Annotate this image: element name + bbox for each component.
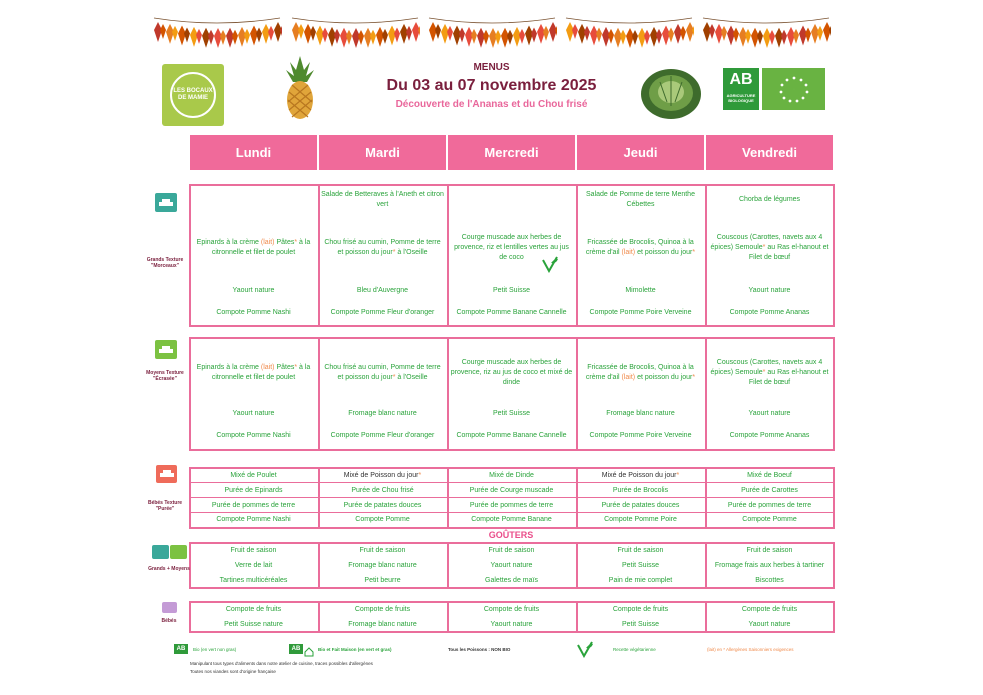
bebes-icon — [156, 465, 177, 483]
bebes-puree-cell-text: Purée de Epinards — [224, 487, 283, 494]
gouter-bebe-compote-cell-text: Compote de fruits — [225, 606, 282, 613]
gouter-laitage-cell — [579, 560, 702, 572]
gouter-fruit-cell — [321, 545, 444, 557]
bebes-label: Bébés Texture "Purée" — [147, 500, 183, 512]
house-icon — [304, 644, 314, 662]
cabbage-image — [640, 66, 702, 125]
column-divider — [705, 337, 707, 451]
bebes-mixe-cell — [708, 470, 831, 482]
autumn-garland — [564, 14, 694, 54]
moyens-plat-cell — [708, 353, 831, 393]
grands-dessert-cell — [708, 307, 831, 319]
bebes-puree-cell — [450, 485, 573, 497]
gouter-cereale-cell — [579, 575, 702, 587]
bebes-dessert-cell — [192, 514, 315, 526]
moyens-dessert-cell — [321, 430, 444, 442]
column-divider — [447, 542, 449, 589]
gouter-cereale-cell — [192, 575, 315, 587]
agriculture-biologique-logo: AB AGRICULTURE BIOLOGIQUE — [723, 68, 759, 110]
grands-dessert-cell — [321, 307, 444, 319]
grands-dessert-cell-text: Compote Pomme Poire Verveine — [589, 309, 692, 316]
grands-plat-cell-text: Courge muscade aux herbes de provence, riz et lentilles vertes au jus de coco — [454, 234, 569, 261]
bebes-puree2-cell-text: Purée de pommes de terre — [211, 502, 296, 509]
gouter-cereale-cell — [321, 575, 444, 587]
autumn-garland — [427, 14, 557, 54]
grands-plat-cell-text: Couscous (Carottes, navets aux 4 épices) Semoule* au Ras el-hanout et Filet de bœuf — [710, 234, 829, 261]
legend-bio: Bio (en vert non gras) — [193, 647, 237, 652]
bebes-puree-cell-text: Purée de Chou frisé — [351, 487, 414, 494]
grands-plat-cell — [192, 228, 315, 268]
bebes-dessert-cell-text: Compote Pomme Poire — [604, 516, 677, 523]
bebes-dessert-cell-text: Compote Pomme — [742, 516, 797, 523]
column-divider — [318, 601, 320, 633]
grands-dessert-cell-text: Compote Pomme Fleur d'oranger — [330, 309, 435, 316]
vegetarian-leaf-icon — [541, 255, 559, 278]
bebes-puree-cell-text: Purée de Courge muscade — [469, 487, 554, 494]
gouter-bebe-compote-cell-text: Compote de fruits — [483, 606, 540, 613]
gouters-bebes-icon — [162, 602, 177, 613]
grands-laitage-cell-text: Mimolette — [625, 287, 656, 294]
day-header-mercredi: Mercredi — [448, 135, 575, 170]
grands-dessert-cell-text: Compote Pomme Nashi — [216, 309, 291, 316]
grands-entree-cell — [192, 188, 315, 212]
column-divider — [318, 337, 320, 451]
bebes-puree2-cell — [579, 500, 702, 512]
gouter-bebe-compote-cell — [450, 604, 573, 616]
bebes-puree2-cell — [708, 500, 831, 512]
bebes-dessert-cell-text: Compote Pomme — [355, 516, 410, 523]
column-divider — [705, 467, 707, 529]
moyens-laitage-cell — [708, 408, 831, 420]
moyens-laitage-cell — [450, 408, 573, 420]
bebes-puree-cell-text: Purée de Brocolis — [612, 487, 669, 494]
grands-laitage-cell — [192, 285, 315, 297]
autumn-garland — [152, 14, 282, 54]
grands-plat-cell-text: Epinards à la crème (lait) Pâtes* à la citronnelle et filet de poulet — [196, 239, 311, 256]
column-divider — [576, 467, 578, 529]
moyens-dessert-cell-text: Compote Pomme Nashi — [216, 432, 291, 439]
moyens-laitage-cell-text: Yaourt nature — [232, 410, 275, 417]
column-divider — [318, 184, 320, 327]
bebes-puree2-cell — [450, 500, 573, 512]
moyens-plat-cell-text: Couscous (Carottes, navets aux 4 épices) Semoule* au Ras el-hanout et Filet de bœuf — [710, 359, 829, 386]
gouter-bebe-compote-cell — [192, 604, 315, 616]
bebes-dessert-cell — [450, 514, 573, 526]
column-divider — [447, 601, 449, 633]
moyens-dessert-cell — [192, 430, 315, 442]
row-divider — [189, 482, 835, 483]
grands-plat-cell-text: Fricassée de Brocolis, Quinoa à la crème d'ail (lait) et poisson du jour* — [585, 239, 696, 256]
moyens-dessert-cell-text: Compote Pomme Banane Cannelle — [456, 432, 567, 439]
column-divider — [576, 337, 578, 451]
legend-fish: Tous les Poissons : NON BIO — [448, 647, 511, 652]
gouter-bebe-laitage-cell-text: Yaourt nature — [748, 621, 791, 628]
bebes-puree2-cell-text: Purée de patates douces — [601, 502, 680, 509]
gouter-fruit-cell-text: Fruit de saison — [746, 547, 793, 554]
bebes-puree2-cell-text: Purée de pommes de terre — [469, 502, 554, 509]
column-divider — [447, 337, 449, 451]
gouter-bebe-laitage-cell — [708, 619, 831, 631]
grands-plat-cell — [708, 228, 831, 268]
gouter-cereale-cell — [450, 575, 573, 587]
grands-entree-cell — [450, 188, 573, 212]
row-divider — [189, 512, 835, 513]
bebes-puree-cell — [321, 485, 444, 497]
moyens-laitage-cell — [579, 408, 702, 420]
bocaux-de-mamie-logo: LES BOCAUX DE MAMIE — [162, 64, 224, 126]
bebes-puree2-cell-text: Purée de patates douces — [343, 502, 422, 509]
page-subtitle: Découverte de l'Ananas et du Chou frisé — [395, 99, 588, 110]
grands-laitage-cell-text: Yaourt nature — [748, 287, 791, 294]
gouter-laitage-cell-text: Fromage frais aux herbes à tartiner — [714, 562, 825, 569]
gouter-cereale-cell-text: Tartines multicéréales — [219, 577, 288, 584]
gouters-bebes-label: Bébés — [161, 618, 177, 624]
autumn-garland — [701, 14, 831, 54]
moyens-dessert-cell — [579, 430, 702, 442]
gouters-title: GOÛTERS — [488, 530, 534, 540]
gouter-laitage-cell — [321, 560, 444, 572]
column-divider — [318, 467, 320, 529]
column-divider — [705, 601, 707, 633]
gouter-bebe-laitage-cell-text: Petit Suisse nature — [224, 621, 283, 628]
gouter-bebe-laitage-cell — [579, 619, 702, 631]
moyens-plat-cell-text: Chou frisé au cumin, Pomme de terre et poisson du jour* à l'Oseille — [324, 364, 441, 381]
bebes-puree2-cell-text: Purée de pommes de terre — [727, 502, 812, 509]
moyens-plat-cell-text: Courge muscade aux herbes de provence, riz au jus de coco et mixé de dinde — [450, 359, 573, 386]
moyens-plat-cell — [579, 353, 702, 393]
grands-icon — [155, 193, 177, 212]
bebes-puree-cell-text: Purée de Carottes — [741, 487, 798, 494]
grands-entree-cell — [708, 188, 831, 212]
gouter-fruit-cell-text: Fruit de saison — [359, 547, 406, 554]
gouter-fruit-cell — [579, 545, 702, 557]
bio-legend-icon: AB — [174, 644, 188, 654]
gouter-fruit-cell-text: Fruit de saison — [617, 547, 664, 554]
gouter-bebe-compote-cell — [579, 604, 702, 616]
gouter-bebe-compote-cell-text: Compote de fruits — [741, 606, 798, 613]
grands-entree-cell-text: Salade de Pomme de terre Menthe Cébettes — [586, 191, 695, 208]
menus-label: MENUS — [473, 62, 510, 73]
gouter-bebe-laitage-cell-text: Fromage blanc nature — [348, 621, 417, 628]
day-header-vendredi: Vendredi — [706, 135, 833, 170]
gouters-moyens-icon — [170, 545, 187, 559]
grands-laitage-cell — [708, 285, 831, 297]
grands-entree-cell — [579, 188, 702, 212]
gouter-cereale-cell-text: Pain de mie complet — [608, 577, 673, 584]
column-divider — [447, 467, 449, 529]
grands-dessert-cell-text: Compote Pomme Ananas — [729, 309, 810, 316]
legend-bio-local: Bio et Fait Maison (en vert et gras) — [318, 647, 392, 652]
gouter-bebe-laitage-cell — [450, 619, 573, 631]
gouter-laitage-cell-text: Petit Suisse — [622, 562, 659, 569]
grands-dessert-cell — [579, 307, 702, 319]
grands-entree-cell-text: Salade de Betteraves à l'Aneth et citron vert — [321, 191, 444, 208]
moyens-laitage-cell-text: Fromage blanc nature — [348, 410, 417, 417]
moyens-plat-cell-text: Epinards à la crème (lait) Pâtes* à la citronnelle et filet de poulet — [196, 364, 311, 381]
legend-note-2: Toutes nos viandes sont d'origine française — [190, 669, 276, 674]
bebes-mixe-cell — [450, 470, 573, 482]
grands-dessert-cell — [192, 307, 315, 319]
gouter-laitage-cell — [708, 560, 831, 572]
column-divider — [705, 184, 707, 327]
gouter-cereale-cell — [708, 575, 831, 587]
gouter-bebe-laitage-cell — [192, 619, 315, 631]
gouter-laitage-cell-text: Fromage blanc nature — [348, 562, 417, 569]
legend-veg: Recette végétarienne — [613, 647, 656, 652]
moyens-dessert-cell-text: Compote Pomme Fleur d'oranger — [330, 432, 435, 439]
autumn-garland — [290, 14, 420, 54]
gouter-fruit-cell-text: Fruit de saison — [230, 547, 277, 554]
gouter-bebe-laitage-cell — [321, 619, 444, 631]
grands-plat-cell — [579, 228, 702, 268]
column-divider — [705, 542, 707, 589]
moyens-laitage-cell-text: Yaourt nature — [748, 410, 791, 417]
bebes-mixe-cell-text: Mixé de Poisson du jour* — [601, 472, 680, 479]
bebes-dessert-cell — [321, 514, 444, 526]
bebes-mixe-cell-text: Mixé de Dinde — [489, 472, 534, 479]
gouter-laitage-cell-text: Yaourt nature — [490, 562, 533, 569]
gouter-fruit-cell — [708, 545, 831, 557]
legend-allergens: (lait) en * Allergènes Saisonniers exigences — [707, 647, 794, 652]
gouter-fruit-cell — [450, 545, 573, 557]
moyens-dessert-cell-text: Compote Pomme Poire Verveine — [589, 432, 692, 439]
bebes-mixe-cell — [321, 470, 444, 482]
legend-note-1: Manipulant tous types d'aliments dans notre atelier de cuisine, traces possibles d'allergènes — [190, 661, 373, 666]
bebes-mixe-cell-text: Mixé de Poulet — [230, 472, 277, 479]
bebes-puree2-cell — [192, 500, 315, 512]
grands-laitage-cell — [450, 285, 573, 297]
bebes-dessert-cell-text: Compote Pomme Banane — [471, 516, 552, 523]
bebes-puree-cell — [708, 485, 831, 497]
grands-laitage-cell — [579, 285, 702, 297]
moyens-laitage-cell-text: Fromage blanc nature — [606, 410, 675, 417]
moyens-laitage-cell — [321, 408, 444, 420]
eu-organic-leaf-logo — [762, 68, 825, 110]
moyens-label: Moyens Texture "Écrasée" — [146, 370, 184, 382]
gouters-grands-icon — [152, 545, 169, 559]
moyens-dessert-cell — [708, 430, 831, 442]
gouter-fruit-cell-text: Fruit de saison — [488, 547, 535, 554]
gouter-laitage-cell — [192, 560, 315, 572]
grands-laitage-cell — [321, 285, 444, 297]
bebes-dessert-cell-text: Compote Pomme Nashi — [216, 516, 291, 523]
column-divider — [576, 184, 578, 327]
gouter-cereale-cell-text: Petit beurre — [364, 577, 401, 584]
day-header-mardi: Mardi — [319, 135, 446, 170]
bio-local-legend-icon: AB — [289, 644, 303, 654]
grands-entree-cell-text: Chorba de légumes — [738, 196, 801, 203]
bebes-dessert-cell — [579, 514, 702, 526]
gouter-bebe-laitage-cell-text: Petit Suisse — [622, 621, 659, 628]
gouters-grands-label: Grands + Moyens — [148, 566, 190, 572]
bebes-mixe-cell — [579, 470, 702, 482]
column-divider — [318, 542, 320, 589]
moyens-icon — [155, 340, 177, 359]
moyens-plat-cell — [450, 353, 573, 393]
gouter-bebe-compote-cell-text: Compote de fruits — [612, 606, 669, 613]
gouter-bebe-compote-cell — [708, 604, 831, 616]
gouter-laitage-cell — [450, 560, 573, 572]
grands-laitage-cell-text: Petit Suisse — [493, 287, 530, 294]
bebes-mixe-cell — [192, 470, 315, 482]
column-divider — [576, 542, 578, 589]
bebes-puree-cell — [192, 485, 315, 497]
day-header-jeudi: Jeudi — [577, 135, 704, 170]
bebes-dessert-cell — [708, 514, 831, 526]
grands-plat-cell-text: Chou frisé au cumin, Pomme de terre et poisson du jour* à l'Oseille — [324, 239, 441, 256]
gouter-cereale-cell-text: Biscottes — [755, 577, 784, 584]
column-divider — [447, 184, 449, 327]
gouter-cereale-cell-text: Galettes de maïs — [485, 577, 538, 584]
moyens-dessert-cell — [450, 430, 573, 442]
day-header-lundi: Lundi — [190, 135, 317, 170]
moyens-dessert-cell-text: Compote Pomme Ananas — [729, 432, 810, 439]
gouter-bebe-laitage-cell-text: Yaourt nature — [490, 621, 533, 628]
row-divider — [189, 497, 835, 498]
grands-laitage-cell-text: Yaourt nature — [232, 287, 275, 294]
gouter-bebe-compote-cell — [321, 604, 444, 616]
moyens-plat-cell-text: Fricassée de Brocolis, Quinoa à la crème d'ail (lait) et poisson du jour* — [585, 364, 696, 381]
bebes-mixe-cell-text: Mixé de Boeuf — [747, 472, 792, 479]
bebes-mixe-cell-text: Mixé de Poisson du jour* — [343, 472, 422, 479]
grands-plat-cell — [321, 228, 444, 268]
page-title: Du 03 au 07 novembre 2025 — [386, 77, 597, 94]
grands-dessert-cell — [450, 307, 573, 319]
grands-entree-cell — [321, 188, 444, 212]
bebes-puree-cell — [579, 485, 702, 497]
gouter-bebe-compote-cell-text: Compote de fruits — [354, 606, 411, 613]
grands-laitage-cell-text: Bleu d'Auvergne — [356, 287, 409, 294]
moyens-plat-cell — [192, 353, 315, 393]
gouter-fruit-cell — [192, 545, 315, 557]
moyens-plat-cell — [321, 353, 444, 393]
bebes-puree2-cell — [321, 500, 444, 512]
moyens-laitage-cell-text: Petit Suisse — [493, 410, 530, 417]
vegetarian-legend-icon — [576, 640, 594, 663]
gouter-laitage-cell-text: Verre de lait — [234, 562, 273, 569]
moyens-laitage-cell — [192, 408, 315, 420]
grands-label: Grands Texture "Morceaux" — [146, 257, 184, 269]
grands-dessert-cell-text: Compote Pomme Banane Cannelle — [456, 309, 567, 316]
column-divider — [576, 601, 578, 633]
